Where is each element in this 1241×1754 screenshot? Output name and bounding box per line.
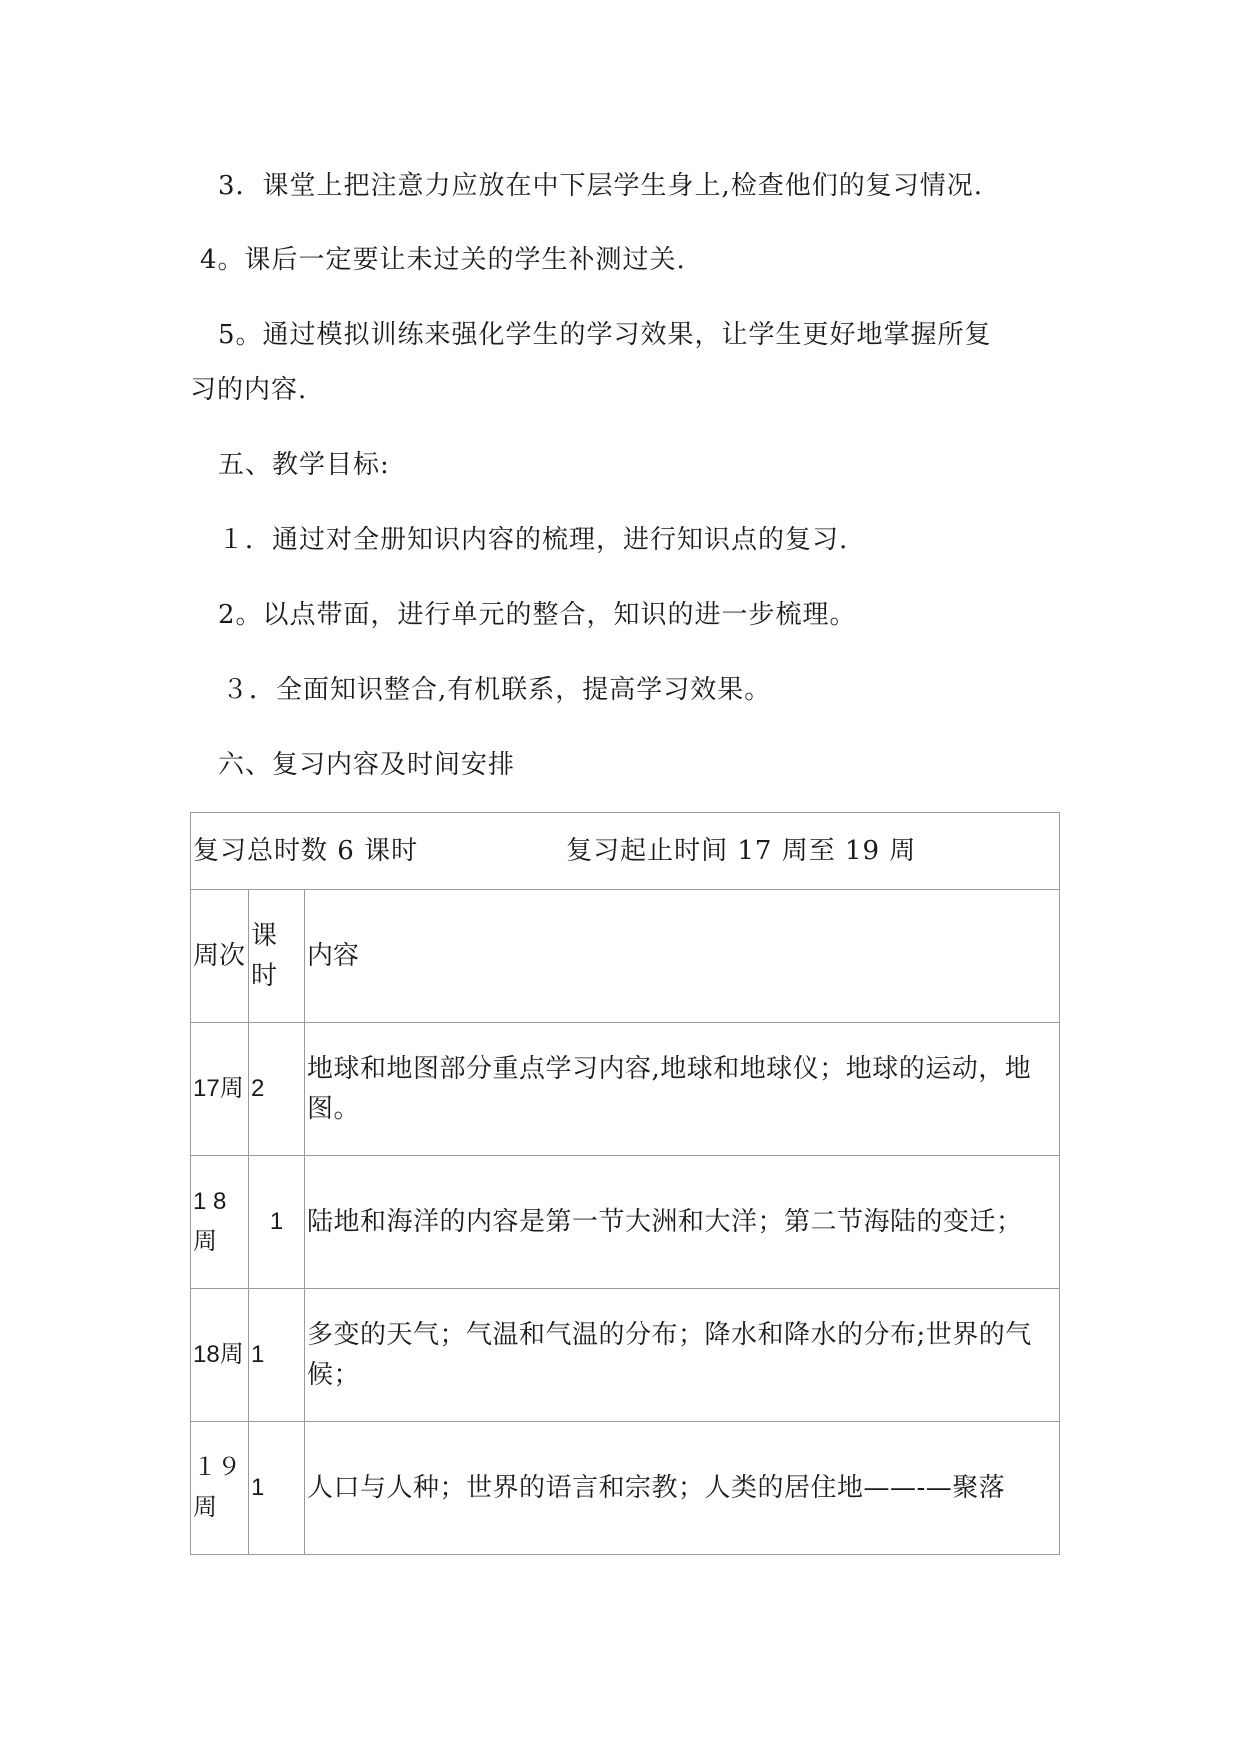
paragraph-item-5: 5。通过模拟训练来强化学生的学习效果，让学生更好地掌握所复	[218, 320, 992, 350]
table-row	[191, 1156, 1060, 1289]
header-content: 内容	[305, 890, 1060, 1023]
row-week: １９周	[191, 1422, 249, 1555]
table-summary-row	[191, 813, 1060, 890]
header-week: 周次	[191, 890, 249, 1023]
table-row	[191, 1422, 1060, 1555]
section-heading-teaching-goals: 五、教学目标:	[218, 450, 390, 480]
goal-item-1: １．通过对全册知识内容的梳理，进行知识点的复习.	[218, 525, 849, 555]
paragraph-item-5-continued: 习的内容.	[190, 375, 308, 405]
row-hours: 1	[249, 1422, 305, 1555]
goal-item-3: ３．全面知识整合,有机联系，提高学习效果。	[222, 675, 772, 705]
row-content: 地球和地图部分重点学习内容,地球和地球仪；地球的运动，地图。	[305, 1023, 1060, 1156]
section-heading-schedule: 六、复习内容及时间安排	[218, 750, 516, 780]
row-week: 18周	[191, 1289, 249, 1422]
row-content: 陆地和海洋的内容是第一节大洲和大洋；第二节海陆的变迁；	[305, 1156, 1060, 1289]
row-hours: 2	[249, 1023, 305, 1156]
row-hours: 1	[249, 1156, 305, 1289]
review-schedule-table	[190, 812, 1060, 1555]
review-period-text: 复习起止时间 17 周至 19 周	[566, 836, 917, 866]
table-row	[191, 1023, 1060, 1156]
summary-cell	[191, 813, 1060, 890]
goal-item-2: 2。以点带面，进行单元的整合，知识的进一步梳理。	[218, 600, 857, 630]
table-row	[191, 1289, 1060, 1422]
row-content: 人口与人种；世界的语言和宗教；人类的居住地——-—聚落	[305, 1422, 1060, 1555]
row-week: 1 8周	[191, 1156, 249, 1289]
row-hours: 1	[249, 1289, 305, 1422]
row-content: 多变的天气；气温和气温的分布；降水和降水的分布;世界的气候；	[305, 1289, 1060, 1422]
row-week: 17周	[191, 1023, 249, 1156]
paragraph-item-4: 4。课后一定要让未过关的学生补测过关.	[200, 245, 686, 275]
total-hours-text: 复习总时数 6 课时	[193, 836, 419, 866]
table-header-row	[191, 890, 1060, 1023]
paragraph-item-3: 3．课堂上把注意力应放在中下层学生身上,检查他们的复习情况.	[218, 171, 984, 201]
header-hours: 课时	[249, 890, 305, 1023]
